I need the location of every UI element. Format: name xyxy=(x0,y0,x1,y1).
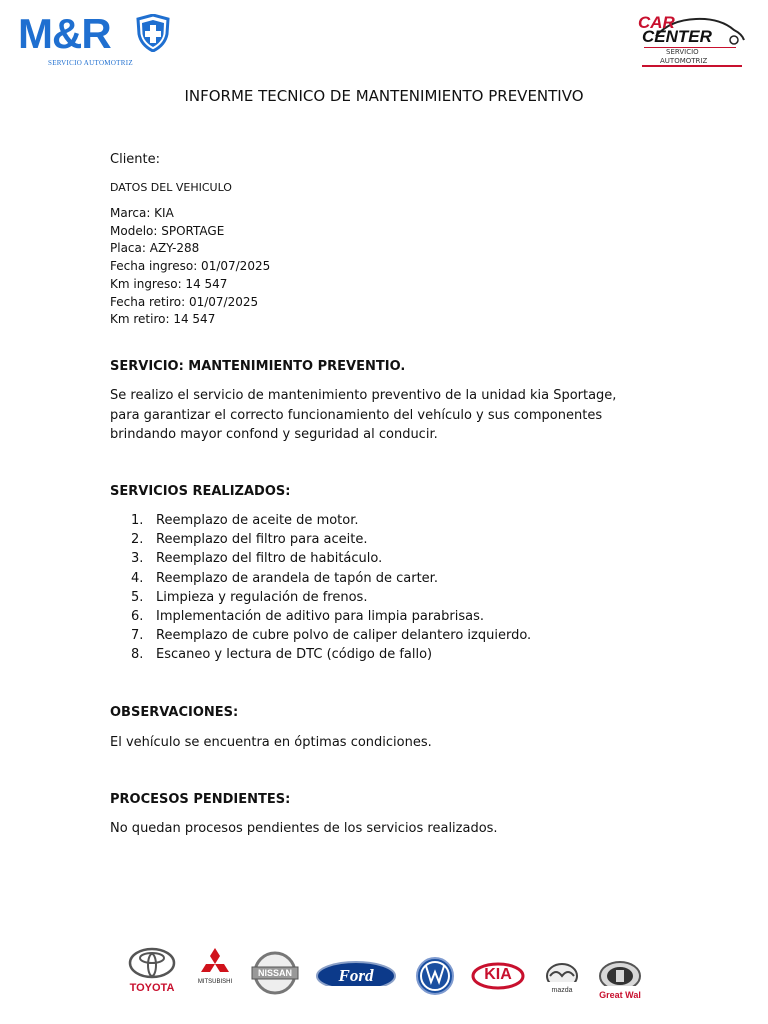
vehicle-data-list xyxy=(110,205,270,329)
list-item: 6. Implementación de aditivo para limpia parabrisas. xyxy=(131,608,485,624)
list-item: 8. Escaneo y lectura de DTC (código de fallo) xyxy=(131,647,433,663)
car-center-line1: CAR xyxy=(638,13,675,32)
mazda-logo xyxy=(542,946,582,1002)
mr-logo-subtitle: SERVICIO AUTOMOTRIZ xyxy=(48,59,133,67)
mitsubishi-diamonds-icon xyxy=(194,946,236,980)
car-center-sub1: SERVICIO xyxy=(666,48,699,56)
services-list xyxy=(110,511,531,665)
vehicle-exit-km: Km retiro: 14 547 xyxy=(110,312,216,327)
mazda-label: mazda xyxy=(551,987,573,994)
kia-logo xyxy=(470,946,526,1002)
car-center-sub2: AUTOMOTRIZ xyxy=(660,57,708,65)
toyota-label: TOYOTA xyxy=(129,982,175,994)
observations-heading: OBSERVACIONES: xyxy=(110,705,239,720)
pending-heading: PROCESOS PENDIENTES: xyxy=(110,792,291,807)
vehicle-brand: Marca: KIA xyxy=(110,206,174,220)
client-label: Cliente: xyxy=(110,152,161,167)
list-item: 2. Reemplazo del filtro para aceite. xyxy=(131,532,368,548)
greatwall-emblem-icon xyxy=(594,946,646,986)
pending-text: No quedan procesos pendientes de los servicios realizados. xyxy=(110,821,498,836)
car-center-logo xyxy=(638,14,748,70)
mitsubishi-label: MITSUBISHI xyxy=(197,979,233,985)
ford-logo xyxy=(315,946,397,1002)
toyota-logo xyxy=(122,946,182,1002)
list-item: 1. Reemplazo de aceite de motor. xyxy=(131,513,359,528)
vehicle-entry-date: Fecha ingreso: 01/07/2025 xyxy=(110,259,271,274)
vehicle-plate: Placa: AZY-288 xyxy=(110,241,200,256)
vehicle-entry-km: Km ingreso: 14 547 xyxy=(110,276,228,291)
greatwall-logo xyxy=(594,946,646,1002)
observations-text: El vehículo se encuentra en óptimas condiciones. xyxy=(110,735,432,750)
list-item: 7. Reemplazo de cubre polvo de caliper delantero izquierdo. xyxy=(131,628,532,644)
mazda-emblem-icon xyxy=(542,946,582,982)
services-heading: SERVICIOS REALIZADOS: xyxy=(110,484,291,499)
toyota-emblem-icon xyxy=(122,946,182,980)
shield-icon xyxy=(136,14,170,52)
nissan-logo xyxy=(250,946,300,1002)
service-paragraph: Se realizo el servicio de mantenimiento preventivo de la unidad kia Sportage, para garantizar el correcto funcionamiento del vehículo y sus componentes brindando mayor confond y seguridad al conducir. xyxy=(110,388,617,442)
list-item: 3. Reemplazo del filtro de habitáculo. xyxy=(131,551,383,567)
volkswagen-emblem-icon xyxy=(414,946,456,996)
document-title: INFORME TECNICO DE MANTENIMIENTO PREVENTIVO xyxy=(184,87,584,105)
nissan-label: NISSAN xyxy=(257,968,292,978)
kia-label: KIA xyxy=(484,966,512,983)
car-center-underline xyxy=(642,65,742,67)
list-item: 5. Limpieza y regulación de frenos. xyxy=(131,589,368,605)
vehicle-section-heading: DATOS DEL VEHICULO xyxy=(110,181,232,194)
mr-logo xyxy=(18,12,178,72)
mr-logo-text: M&R xyxy=(18,10,111,57)
vehicle-model: Modelo: SPORTAGE xyxy=(110,223,225,238)
greatwall-label: Great Wal xyxy=(599,990,641,1000)
vehicle-exit-date: Fecha retiro: 01/07/2025 xyxy=(110,294,259,309)
mitsubishi-logo xyxy=(194,946,236,1002)
service-heading: SERVICIO: MANTENIMIENTO PREVENTIO. xyxy=(110,359,406,374)
list-item: 4. Reemplazo de arandela de tapón de carter. xyxy=(131,570,438,586)
ford-label: Ford xyxy=(338,966,374,985)
volkswagen-logo xyxy=(414,946,456,1002)
car-center-line2: CENTER xyxy=(642,27,712,46)
